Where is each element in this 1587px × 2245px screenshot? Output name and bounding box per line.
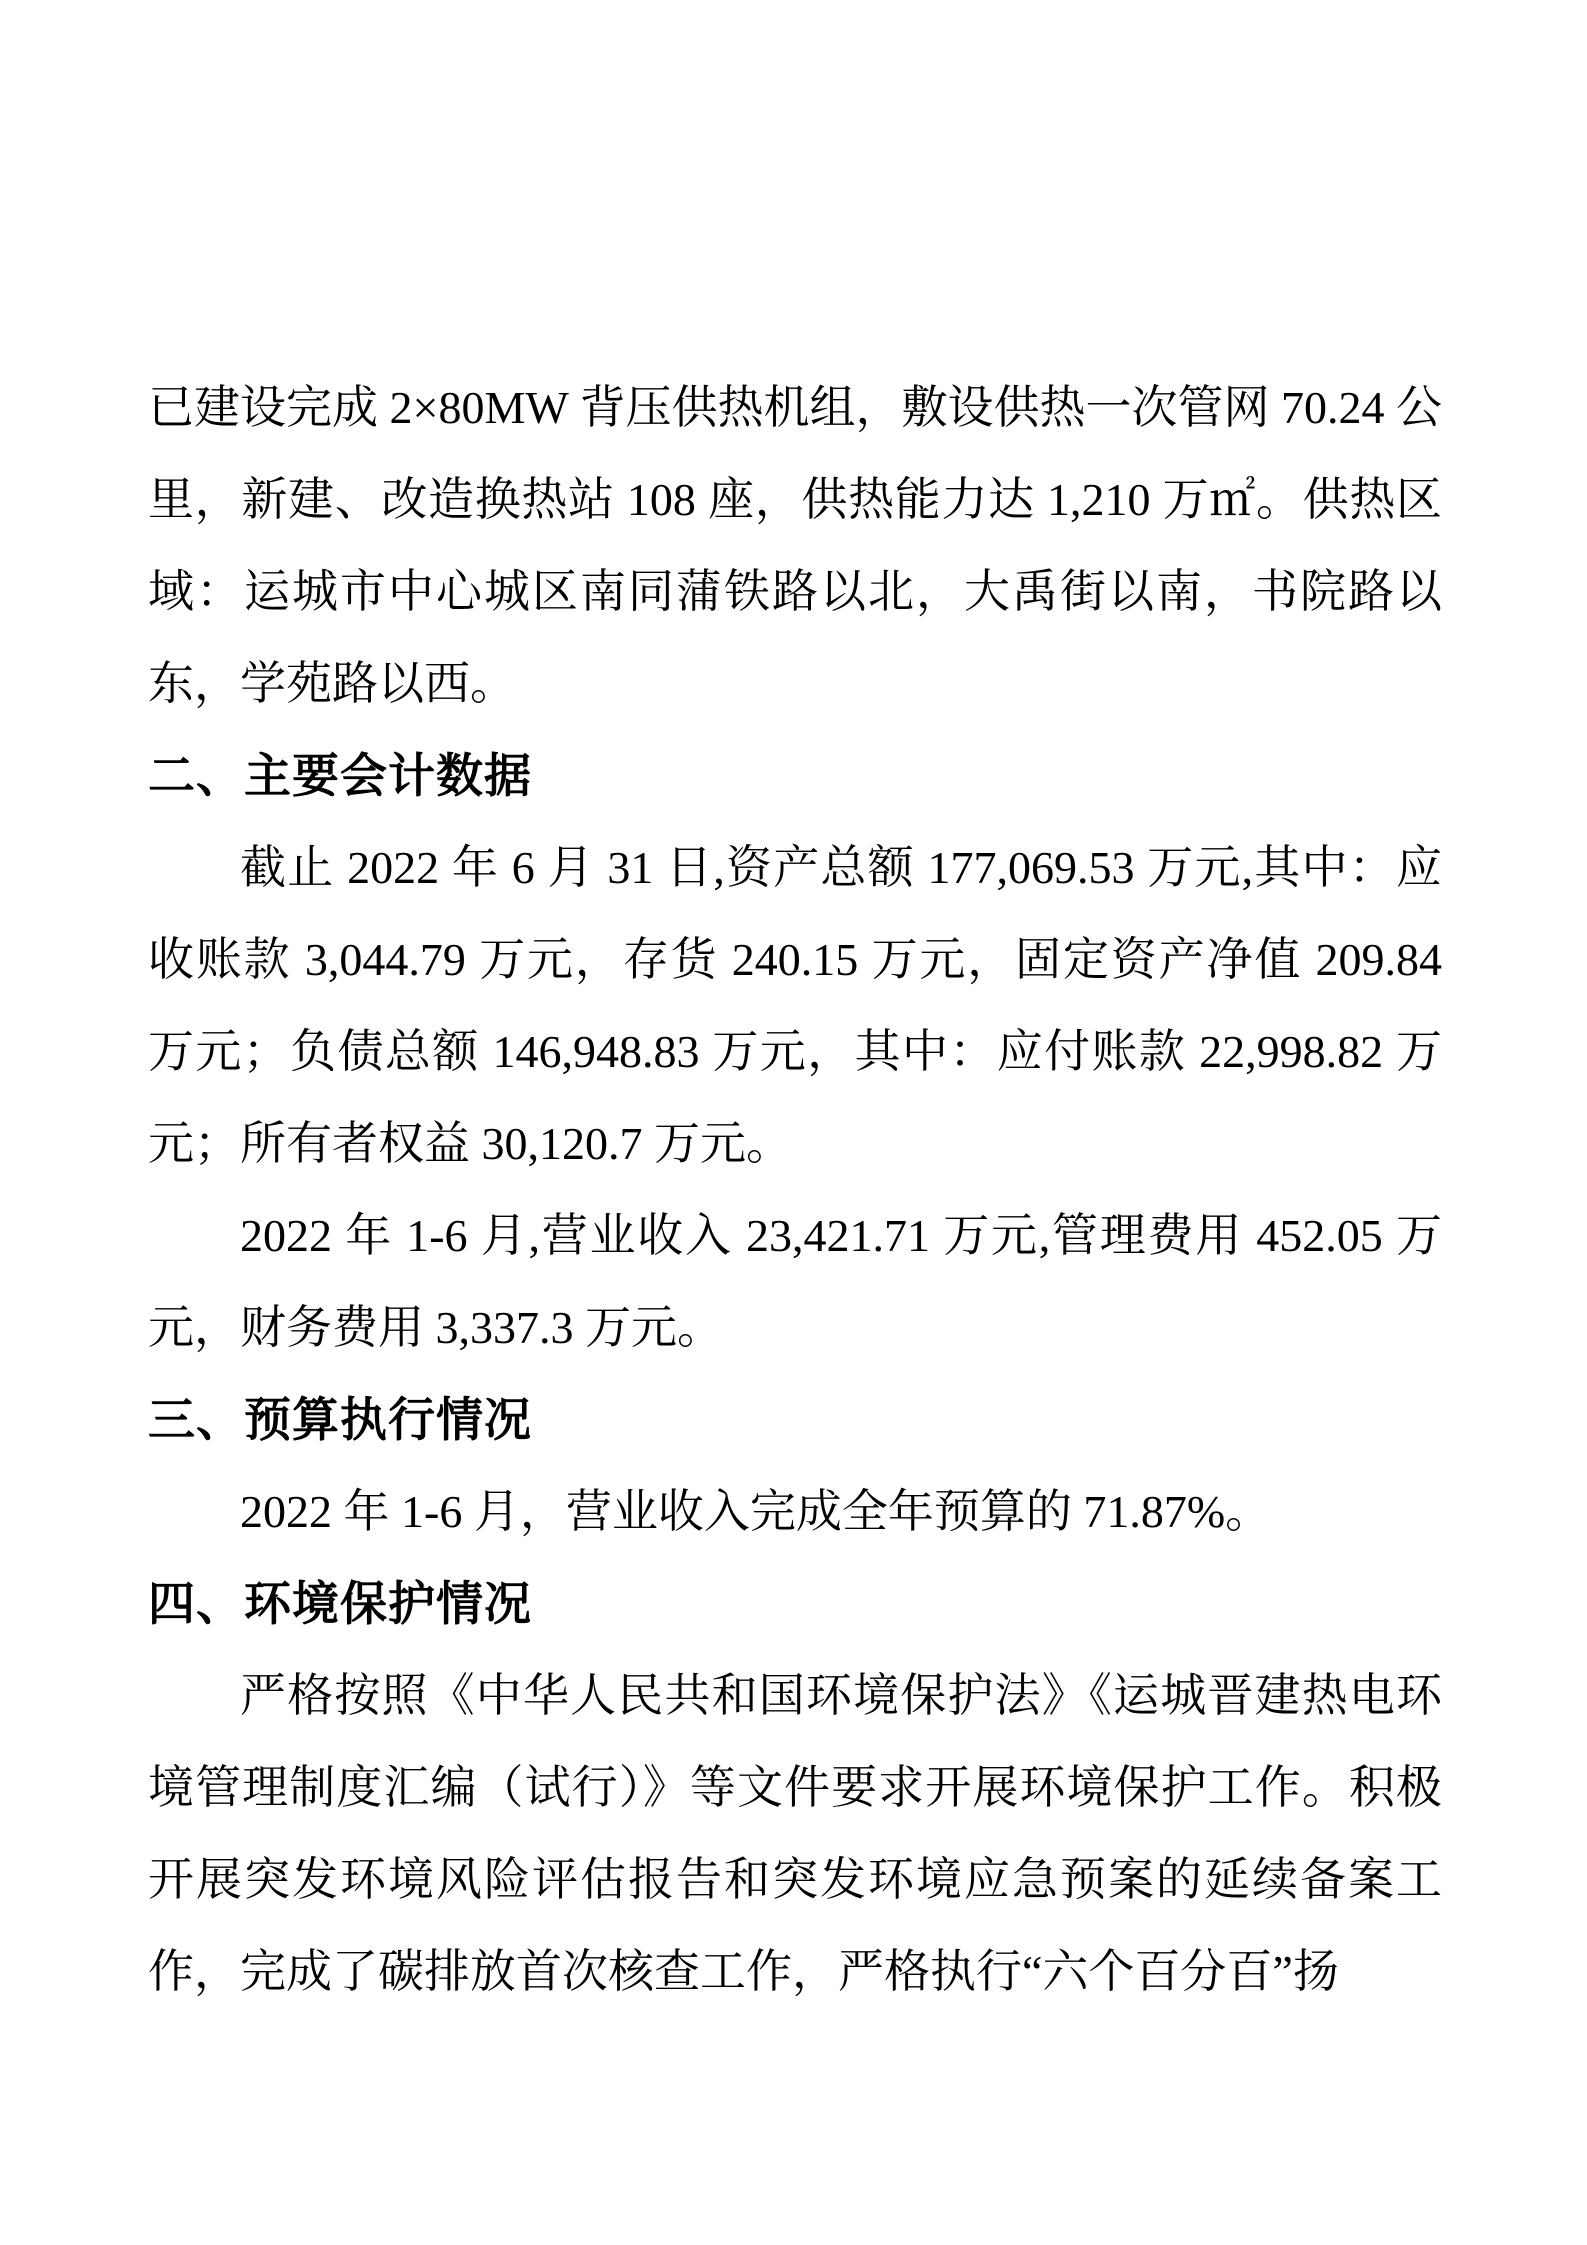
paragraph-heating-construction: 已建设完成 2×80MW 背压供热机组，敷设供热一次管网 70.24 公里，新建、改造换热站 108 座，供热能力达 1,210 万㎡。供热区域：运城市中心城区南同蒲铁路以北，大禹街以南，书院路以东，学苑路以西。	[148, 382, 1442, 709]
heading-budget-execution: 三、预算执行情况	[148, 1393, 532, 1446]
heading-environmental-protection: 四、环境保护情况	[148, 1577, 532, 1630]
paragraph-budget-completion: 2022 年 1-6 月，营业收入完成全年预算的 71.87%。	[240, 1486, 1272, 1537]
page-content	[148, 362, 1442, 2018]
paragraph-balance-sheet-figures: 截止 2022 年 6 月 31 日,资产总额 177,069.53 万元,其中：应收账款 3,044.79 万元，存货 240.15 万元，固定资产净值 209.84 万元；负债总额 146,948.83 万元，其中：应付账款 22,998.82 万元；所有者权益 30,120.7 万元。	[148, 842, 1442, 1169]
heading-accounting-data: 二、主要会计数据	[148, 749, 532, 802]
paragraph-environmental-work: 严格按照《中华人民共和国环境保护法》《运城晋建热电环境管理制度汇编（试行）》等文件要求开展环境保护工作。积极开展突发环境风险评估报告和突发环境应急预案的延续备案工作，完成了碳排放首次核查工作，严格执行“六个百分百”扬	[148, 1670, 1442, 1997]
paragraph-income-figures: 2022 年 1-6 月,营业收入 23,421.71 万元,管理费用 452.05 万元，财务费用 3,337.3 万元。	[148, 1210, 1442, 1353]
